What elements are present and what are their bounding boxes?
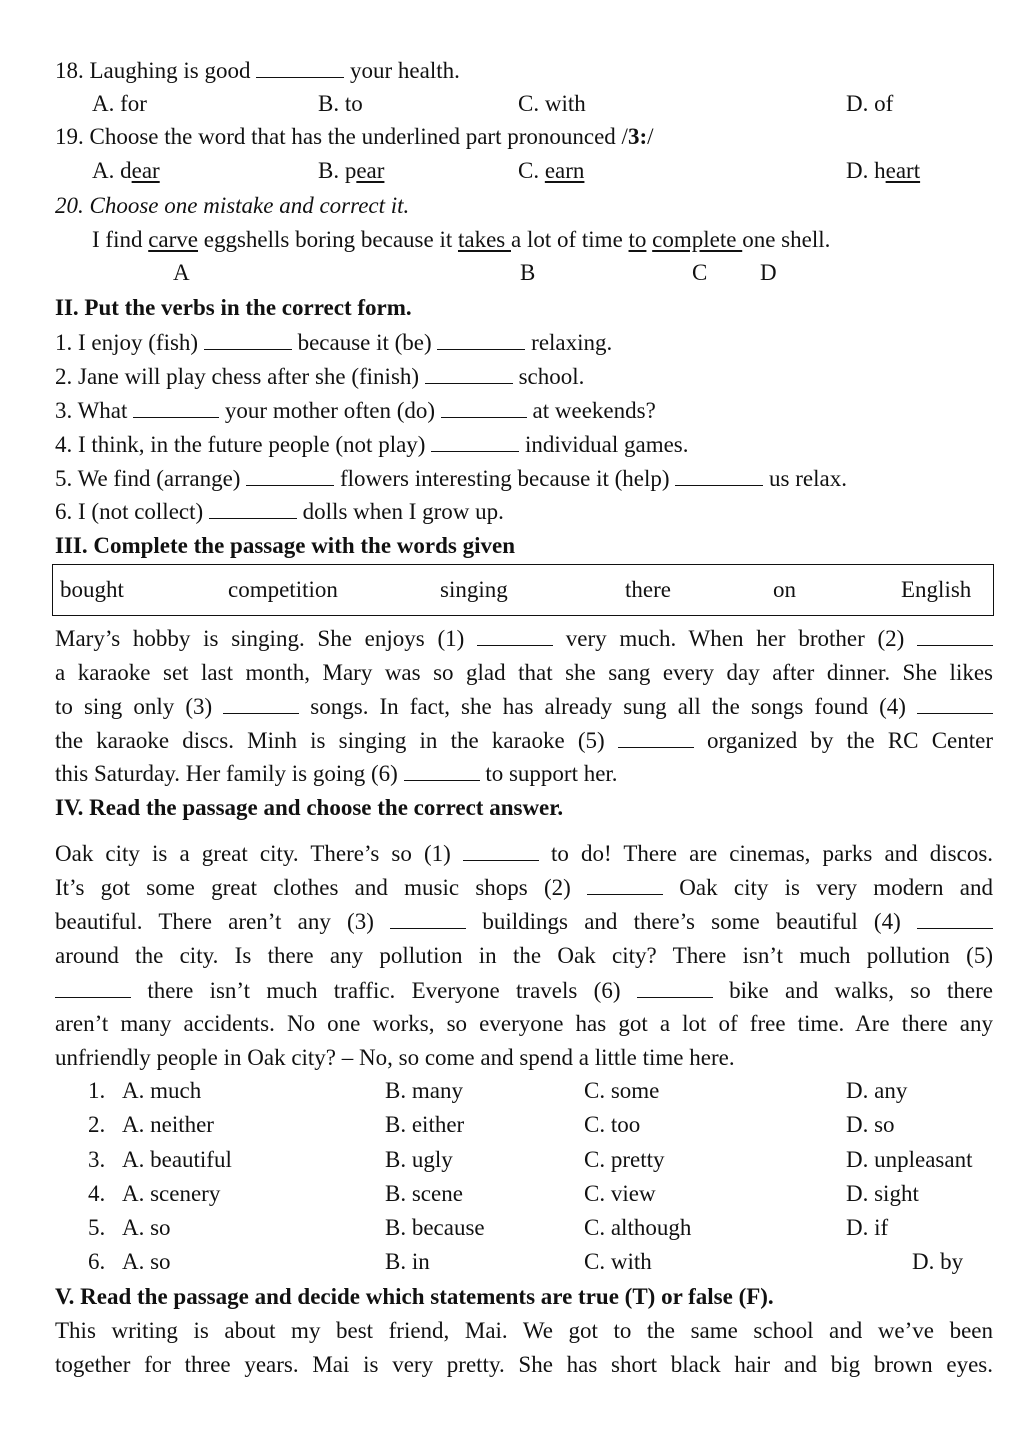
underlined-part: ear: [131, 158, 160, 183]
passage-text: there isn’t much traffic. Everyone travels (6): [147, 978, 621, 1003]
s4-q6-option-b[interactable]: B. in: [385, 1249, 430, 1274]
underlined-part: eart: [885, 158, 921, 183]
answer-blank[interactable]: [133, 397, 219, 418]
passage-text: Mary’s hobby is singing. She enjoys (1): [55, 626, 465, 651]
q19-option-c[interactable]: [518, 156, 584, 186]
item-text: 3. What: [55, 398, 128, 423]
s4-q3-option-b[interactable]: B. ugly: [385, 1147, 453, 1172]
answer-blank[interactable]: [204, 329, 292, 350]
item-text: 5. We find (arrange): [55, 466, 241, 491]
q20-stem: 20. Choose one mistake and correct it.: [55, 193, 410, 218]
s4-q2-option-d[interactable]: D. so: [846, 1112, 895, 1137]
passage-text: the karaoke discs. Minh is singing in the karaoke (5): [55, 728, 605, 753]
s4-q6-option-d[interactable]: D. by: [912, 1249, 964, 1274]
item-text: 2. Jane will play chess after she (finish): [55, 364, 420, 389]
passage-text: very much. When her brother (2): [565, 626, 905, 651]
sentence-part: I find: [92, 227, 149, 252]
item-text: school.: [518, 364, 585, 389]
s4-passage-line: [55, 839, 993, 869]
s4-q1-number: 1.: [88, 1078, 106, 1103]
option-prefix: B. p: [318, 158, 357, 183]
s2-item-6: [55, 497, 504, 527]
s4-passage-line: unfriendly people in Oak city? – No, so come and spend a little time here.: [55, 1045, 735, 1070]
q20-letter-b: B: [520, 260, 536, 285]
item-text: 1. I enjoy (fish): [55, 330, 199, 355]
option-prefix: C.: [518, 158, 545, 183]
mistake-candidate-d[interactable]: complete: [652, 227, 743, 252]
answer-blank[interactable]: [917, 908, 993, 929]
s4-passage-line: aren’t many accidents. No one works, so everyone has got a lot of free time. Are there any: [55, 1011, 993, 1036]
s2-item-1: [55, 328, 612, 358]
answer-blank[interactable]: [477, 625, 553, 646]
answer-blank[interactable]: [55, 977, 131, 998]
q18-option-a[interactable]: A. for: [92, 91, 147, 116]
underlined-part: earn: [544, 158, 585, 183]
section-5-heading: V. Read the passage and decide which statements are true (T) or false (F).: [55, 1284, 774, 1309]
item-text: your mother often (do): [224, 398, 436, 423]
passage-text: buildings and there’s some beautiful (4): [482, 909, 901, 934]
passage-text: this Saturday. Her family is going (6): [55, 761, 398, 786]
s4-passage-line: [55, 873, 993, 903]
s4-q6-option-c[interactable]: C. with: [584, 1249, 652, 1274]
s4-q5-option-a[interactable]: A. so: [122, 1215, 171, 1240]
item-text: relaxing.: [531, 330, 613, 355]
s4-q2-option-c[interactable]: C. too: [584, 1112, 641, 1137]
answer-blank[interactable]: [463, 840, 539, 861]
item-text: because it (be): [297, 330, 432, 355]
mistake-candidate-c[interactable]: to: [628, 227, 647, 252]
passage-text: to support her.: [485, 761, 618, 786]
s4-q3-number: 3.: [88, 1147, 106, 1172]
s4-q4-option-b[interactable]: B. scene: [385, 1181, 463, 1206]
s3-passage-line: [55, 692, 993, 722]
answer-blank[interactable]: [637, 977, 713, 998]
answer-blank[interactable]: [675, 465, 763, 486]
q19-stem: [55, 122, 654, 152]
s4-q5-option-b[interactable]: B. because: [385, 1215, 485, 1240]
item-text: us relax.: [769, 466, 847, 491]
item-text: 4. I think, in the future people (not play): [55, 432, 426, 457]
word-bank-item: on: [773, 577, 796, 602]
passage-text: bike and walks, so there: [729, 978, 993, 1003]
option-prefix: A. d: [92, 158, 132, 183]
section-3-heading: III. Complete the passage with the words given: [55, 533, 515, 558]
answer-blank[interactable]: [404, 760, 480, 781]
answer-blank[interactable]: [441, 397, 527, 418]
s4-q2-number: 2.: [88, 1112, 106, 1137]
s4-q4-option-a[interactable]: A. scenery: [122, 1181, 221, 1206]
s5-passage-line: This writing is about my best friend, Mai. We got to the same school and we’ve been: [55, 1318, 993, 1343]
s2-item-3: [55, 396, 656, 426]
answer-blank[interactable]: [246, 465, 334, 486]
item-text: dolls when I grow up.: [302, 499, 504, 524]
s4-q4-option-d[interactable]: D. sight: [846, 1181, 919, 1206]
item-text: flowers interesting because it (help): [339, 466, 670, 491]
option-prefix: D. h: [846, 158, 886, 183]
answer-blank[interactable]: [223, 693, 299, 714]
passage-text: songs. In fact, she has already sung all the songs found (4): [310, 694, 906, 719]
passage-text: Oak city is very modern and: [679, 875, 994, 900]
passage-text: Oak city is a great city. There’s so (1): [55, 841, 451, 866]
q18-stem-part: your health.: [350, 58, 460, 83]
s4-passage-line: [55, 907, 993, 937]
passage-text: It’s got some great clothes and music shops (2): [55, 875, 571, 900]
word-bank-item: singing: [440, 577, 508, 602]
s4-q3-option-d[interactable]: D. unpleasant: [846, 1147, 973, 1172]
passage-text: beautiful. There aren’t any (3): [55, 909, 374, 934]
s4-passage-line: [55, 976, 993, 1006]
passage-text: organized by the RC Center: [706, 728, 993, 753]
s2-item-2: [55, 362, 584, 392]
answer-blank[interactable]: [390, 908, 466, 929]
word-bank-item: bought: [60, 577, 124, 602]
s4-q2-option-b[interactable]: B. either: [385, 1112, 465, 1137]
passage-text: to sing only (3): [55, 694, 213, 719]
word-bank-item: competition: [228, 577, 338, 602]
q19-stem-text: 19. Choose the word that has the underlined part pronounced /: [55, 124, 628, 149]
mistake-candidate-b[interactable]: takes: [457, 227, 511, 252]
section-2-heading: II. Put the verbs in the correct form.: [55, 295, 412, 320]
s2-item-4: [55, 430, 689, 460]
q20-letter-d: D: [760, 260, 777, 285]
s4-passage-line: around the city. Is there any pollution in the Oak city? There isn’t much pollution (5): [55, 943, 993, 968]
s3-passage-line: [55, 624, 993, 654]
s2-item-5: [55, 464, 847, 494]
item-text: individual games.: [524, 432, 689, 457]
sentence-part: eggshells boring because it: [198, 227, 458, 252]
s4-q6-option-a[interactable]: A. so: [122, 1249, 171, 1274]
item-text: at weekends?: [532, 398, 656, 423]
s4-q3-option-a[interactable]: A. beautiful: [122, 1147, 232, 1172]
s4-q3-option-c[interactable]: C. pretty: [584, 1147, 665, 1172]
answer-blank[interactable]: [437, 329, 525, 350]
section-4-heading: IV. Read the passage and choose the correct answer.: [55, 795, 564, 820]
word-bank-item: there: [625, 577, 671, 602]
s4-q6-number: 6.: [88, 1249, 106, 1274]
answer-blank[interactable]: [431, 431, 519, 452]
item-text: 6. I (not collect): [55, 499, 204, 524]
s4-q1-option-a[interactable]: A. much: [122, 1078, 202, 1103]
answer-blank[interactable]: [587, 874, 663, 895]
answer-blank[interactable]: [425, 363, 513, 384]
s4-q5-option-c[interactable]: C. although: [584, 1215, 692, 1240]
q20-letter-a: A: [173, 260, 190, 285]
s5-passage-line: together for three years. Mai is very pretty. She has short black hair and big brown eyes.: [55, 1352, 993, 1377]
q19-option-a[interactable]: [92, 156, 160, 186]
s4-q4-option-c[interactable]: C. view: [584, 1181, 656, 1206]
q19-option-b[interactable]: [318, 156, 384, 186]
s3-passage-line: [55, 759, 618, 789]
s4-q1-option-d[interactable]: D. any: [846, 1078, 908, 1103]
s4-q1-option-b[interactable]: B. many: [385, 1078, 463, 1103]
q18-stem-part: 18. Laughing is good: [55, 58, 251, 83]
s3-passage-line: a karaoke set last month, Mary was so glad that she sang every day after dinner. She likes: [55, 660, 993, 685]
s4-q4-number: 4.: [88, 1181, 106, 1206]
q19-phoneme: 3:: [627, 124, 648, 149]
s4-q2-option-a[interactable]: A. neither: [122, 1112, 214, 1137]
s3-passage-line: [55, 726, 993, 756]
sentence-part: a lot of time: [511, 227, 629, 252]
word-bank: [52, 564, 994, 616]
s4-q5-number: 5.: [88, 1215, 106, 1240]
s4-q1-option-c[interactable]: C. some: [584, 1078, 660, 1103]
q18-option-c[interactable]: C. with: [518, 91, 586, 116]
q20-letter-c: C: [692, 260, 708, 285]
answer-blank[interactable]: [618, 727, 694, 748]
q19-option-d[interactable]: [846, 156, 920, 186]
s4-q5-option-d[interactable]: D. if: [846, 1215, 889, 1240]
answer-blank[interactable]: [256, 57, 344, 78]
answer-blank[interactable]: [917, 693, 993, 714]
q18-option-d[interactable]: D. of: [846, 91, 894, 116]
q18-stem: [55, 56, 460, 86]
sentence-part: one shell.: [742, 227, 831, 252]
q18-option-b[interactable]: B. to: [318, 91, 363, 116]
mistake-candidate-a[interactable]: carve: [148, 227, 199, 252]
q20-sentence: [92, 225, 830, 255]
q19-stem-end: /: [647, 124, 654, 149]
passage-text: to do! There are cinemas, parks and discos.: [551, 841, 994, 866]
answer-blank[interactable]: [917, 625, 993, 646]
word-bank-item: English: [901, 577, 972, 602]
underlined-part: ear: [356, 158, 385, 183]
answer-blank[interactable]: [209, 498, 297, 519]
